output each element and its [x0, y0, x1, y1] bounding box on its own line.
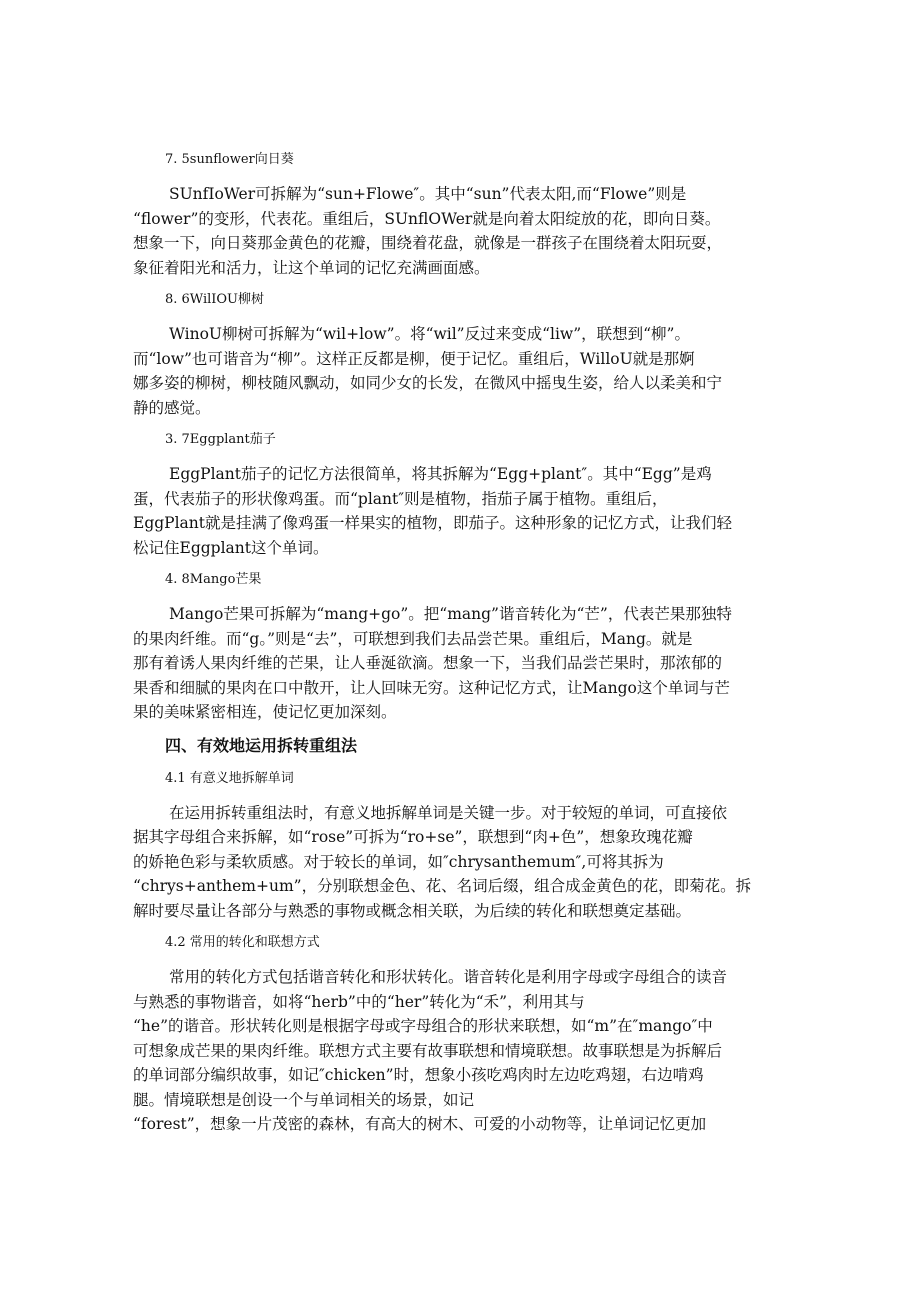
paragraph-line: 与熟悉的事物谐音，如将“herb”中的“her”转化为“禾”，利用其与	[133, 992, 585, 1011]
section-heading: 四、有效地运用拆转重组法	[165, 735, 358, 755]
paragraph-line: 静的感觉。	[133, 398, 211, 417]
paragraph-line: SUnfIoWer可拆解为“sun+Flowe″。其中“sun”代表太阳,而“Flowe”则是	[169, 185, 687, 203]
subsection-heading: 7. 5sunflower向日葵	[165, 152, 294, 167]
paragraph-line: “he”的谐音。形状转化则是根据字母或字母组合的形状来联想，如“m”在″mango″中	[133, 1017, 713, 1035]
document-page	[133, 150, 788, 1147]
paragraph-line: 想象一下，向日葵那金黄色的花瓣，围绕着花盘，就像是一群孩子在围绕着太阳玩耍，	[133, 234, 723, 252]
paragraph-line: 果香和细腻的果肉在口中散开，让人回味无穷。这种记忆方式，让Mango这个单词与芒	[133, 678, 730, 697]
paragraph-line: “chrys+anthem+um”，分别联想金色、花、名词后缀，组合成金黄色的花，即菊花。拆	[133, 877, 752, 895]
paragraph	[133, 322, 788, 420]
paragraph-line: 娜多姿的柳树，柳枝随风飘动，如同少女的长发，在微风中摇曳生姿，给人以柔美和宁	[133, 374, 723, 392]
subsection-heading: 3. 7Eggplant茄子	[165, 432, 276, 447]
paragraph-line: “forest”，想象一片茂密的森林，有高大的树木、可爱的小动物等，让单词记忆更加	[133, 1115, 707, 1133]
paragraph-line: 的娇艳色彩与柔软质感。对于较长的单词，如″chrysanthemum″,可将其拆为	[133, 852, 664, 871]
paragraph	[133, 182, 788, 280]
paragraph-line: 果的美味紧密相连，使记忆更加深刻。	[133, 703, 397, 721]
paragraph-line: 据其字母组合来拆解，如“rose”可拆为“ro+se”，联想到“肉+色”，想象玫瑰花瓣	[133, 828, 693, 846]
paragraph-line: “flower”的变形，代表花。重组后，SUnflOWer就是向着太阳绽放的花，即向日葵。	[133, 209, 721, 228]
subsection-heading: 8. 6WilIOU柳树	[165, 292, 265, 307]
subsection-heading: 4.2 常用的转化和联想方式	[165, 935, 320, 950]
paragraph	[133, 965, 788, 1137]
paragraph	[133, 462, 788, 560]
paragraph	[133, 801, 788, 924]
paragraph-line: 可想象成芒果的果肉纤维。联想方式主要有故事联想和情境联想。故事联想是为拆解后	[133, 1041, 723, 1060]
paragraph-line: Mango芒果可拆解为“mang+go”。把“mang”谐音转化为“芒”，代表芒果那独特	[169, 605, 732, 623]
paragraph-line: 的果肉纤维。而“g。”则是“去”，可联想到我们去品尝芒果。重组后，Mang。就是	[133, 629, 693, 648]
paragraph-line: 解时要尽量让各部分与熟悉的事物或概念相关联，为后续的转化和联想奠定基础。	[133, 901, 692, 920]
paragraph-line: 而“low”也可谐音为“柳”。这样正反都是柳，便于记忆。重组后，WilloU就是那婀	[133, 349, 695, 368]
paragraph	[133, 602, 788, 725]
paragraph-line: EggPlant茄子的记忆方法很简单，将其拆解为“Egg+plant″。其中“Egg”是鸡	[169, 465, 712, 483]
paragraph-line: 在运用拆转重组法时，有意义地拆解单词是关键一步。对于较短的单词，可直接依	[169, 803, 728, 822]
subsection-heading: 4. 8Mango芒果	[165, 572, 262, 587]
paragraph-line: WinoU柳树可拆解为“wil+low”。将“wil”反过来变成“liw”，联想到“柳”。	[169, 325, 690, 343]
paragraph-line: 腿。情境联想是创设一个与单词相关的场景，如记	[133, 1090, 475, 1109]
paragraph-line: 的单词部分编织故事，如记″chicken”时，想象小孩吃鸡肉时左边吃鸡翅，右边啃鸡	[133, 1066, 704, 1084]
paragraph-line: 那有着诱人果肉纤维的芒果，让人垂涎欲滴。想象一下，当我们品尝芒果时，那浓郁的	[133, 654, 723, 672]
subsection-heading: 4.1 有意义地拆解单词	[165, 770, 294, 786]
paragraph-line: EggPlant就是挂满了像鸡蛋一样果实的植物，即茄子。这种形象的记忆方式，让我们轻	[133, 514, 733, 532]
paragraph-line: 松记住Eggplant这个单词。	[133, 538, 329, 557]
paragraph-line: 象征着阳光和活力，让这个单词的记忆充满画面感。	[133, 258, 490, 277]
paragraph-line: 蛋，代表茄子的形状像鸡蛋。而“plant″则是植物，指茄子属于植物。重组后，	[133, 489, 668, 508]
paragraph-line: 常用的转化方式包括谐音转化和形状转化。谐音转化是利用字母或字母组合的读音	[169, 968, 728, 986]
